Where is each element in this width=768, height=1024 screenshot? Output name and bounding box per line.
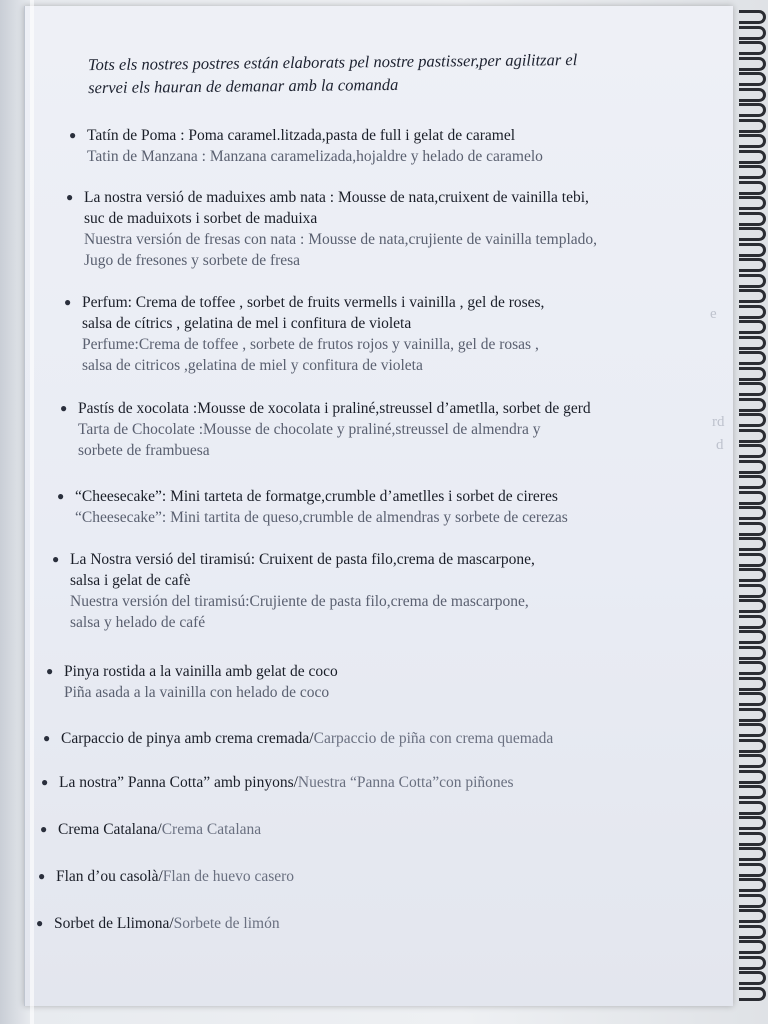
spiral-coil: [739, 925, 766, 939]
item-name-catalan: La nostra” Panna Cotta” amb pinyons/: [59, 774, 298, 791]
menu-item: [60, 398, 591, 461]
intro-line: Tots els nostres postres están elaborats pel nostre pastisser,per agilitzar el: [87, 50, 578, 75]
spiral-coil: [739, 274, 766, 288]
bullet-icon: ●: [69, 128, 77, 142]
spiral-coil: [739, 103, 766, 117]
spiral-coil: [739, 584, 766, 598]
spiral-coil: [739, 847, 766, 861]
spiral-coil: [739, 336, 766, 350]
spiral-coil: [739, 971, 766, 985]
spiral-coil: [739, 832, 766, 846]
item-name-catalan: Sorbet de Llimona/: [54, 915, 174, 932]
menu-item: [66, 187, 598, 271]
bullet-icon: ●: [46, 664, 54, 678]
item-name-catalan: La nostra versió de maduixes amb nata : Mousse de nata,cruixent de vainilla tebi,: [84, 189, 589, 206]
spiral-coil: [739, 491, 766, 505]
bullet-icon: ●: [41, 775, 49, 789]
item-name-catalan: salsa i gelat de cafè: [70, 572, 191, 589]
bleed-through-text: d: [716, 437, 724, 453]
item-name-catalan: Flan d’ou casolà/: [56, 868, 163, 885]
item-name-spanish: Crema Catalana: [161, 821, 262, 838]
item-name-spanish: Nuestra “Panna Cotta”con piñones: [297, 774, 514, 791]
spiral-coil: [739, 243, 766, 257]
spiral-coil: [739, 692, 766, 706]
spiral-coil: [739, 754, 766, 768]
spiral-coil: [739, 289, 766, 303]
bullet-icon: ●: [64, 295, 72, 309]
menu-item: [41, 772, 514, 793]
menu-item: [36, 913, 280, 934]
item-name-spanish: Flan de huevo casero: [162, 868, 295, 885]
menu-item: [43, 728, 554, 749]
item-name-catalan: Perfum: Crema de toffee , sorbet de fruits vermells i vainilla , gel de roses,: [82, 294, 545, 311]
spiral-coil: [739, 258, 766, 272]
item-name-spanish: Perfume:Crema de toffee , sorbete de frutos rojos y vainilla, gel de rosas ,: [82, 336, 539, 353]
spiral-coil: [739, 150, 766, 164]
spiral-coil: [739, 863, 766, 877]
bullet-icon: ●: [66, 190, 74, 204]
bleed-through-text: rd: [712, 414, 725, 430]
spiral-coil: [739, 506, 766, 520]
spiral-coil: [739, 987, 766, 1001]
spiral-coil: [739, 181, 766, 195]
intro-line: servei els hauran de demanar amb la comanda: [88, 74, 399, 98]
bullet-icon: ●: [36, 916, 44, 930]
dessert-intro-note: [88, 47, 688, 99]
spiral-coil: [739, 10, 766, 24]
spiral-coil: [739, 878, 766, 892]
spiral-coil: [739, 398, 766, 412]
spiral-coil: [739, 212, 766, 226]
spiral-coil: [739, 196, 766, 210]
bullet-icon: ●: [52, 552, 60, 566]
spiral-coil: [739, 677, 766, 691]
item-name-spanish: Carpaccio de piña con crema quemada: [313, 730, 554, 747]
spiral-coil: [739, 367, 766, 381]
item-name-spanish: Nuestra versión de fresas con nata : Mousse de nata,crujiente de vainilla templado,: [84, 231, 598, 248]
spiral-coil: [739, 723, 766, 737]
bullet-icon: ●: [38, 869, 46, 883]
spiral-coil: [739, 568, 766, 582]
spiral-coil: [739, 351, 766, 365]
spiral-coil: [739, 522, 766, 536]
item-name-catalan: Tatín de Poma : Poma caramel.litzada,pasta de full i gelat de caramel: [87, 127, 516, 144]
spiral-coil: [739, 770, 766, 784]
spiral-coil: [739, 429, 766, 443]
spiral-coil: [739, 57, 766, 71]
spiral-coil: [739, 88, 766, 102]
item-name-spanish: Tarta de Chocolate :Mousse de chocolate y praliné,streussel de almendra y: [78, 421, 541, 438]
item-name-catalan: Crema Catalana/: [58, 821, 162, 838]
spiral-coil: [739, 801, 766, 815]
spiral-coil: [739, 320, 766, 334]
spiral-coil: [739, 382, 766, 396]
item-name-spanish: Nuestra versión del tiramisú:Crujiente de pasta filo,crema de mascarpone,: [70, 593, 529, 610]
spiral-coil: [739, 785, 766, 799]
spiral-coil: [739, 305, 766, 319]
item-name-spanish: Piña asada a la vainilla con helado de coco: [64, 684, 330, 701]
spiral-coil: [739, 894, 766, 908]
spiral-coil: [739, 444, 766, 458]
item-name-spanish: salsa de citricos ,gelatina de miel y confitura de violeta: [82, 357, 423, 374]
spiral-coil: [739, 816, 766, 830]
spiral-coil: [739, 119, 766, 133]
spiral-coil: [739, 227, 766, 241]
bleed-through-text: e: [710, 306, 717, 322]
spiral-coil: [739, 739, 766, 753]
menu-item: [40, 819, 262, 840]
spiral-coil: [739, 26, 766, 40]
menu-item: [38, 866, 295, 887]
spiral-coil: [739, 599, 766, 613]
item-name-catalan: suc de maduixots i sorbet de maduixa: [84, 210, 318, 227]
item-name-spanish: Sorbete de limón: [173, 915, 280, 932]
spiral-coil: [739, 475, 766, 489]
spiral-coil: [739, 41, 766, 55]
item-name-spanish: sorbete de frambuesa: [78, 442, 210, 459]
spiral-coil: [739, 956, 766, 970]
spiral-coil: [739, 72, 766, 86]
item-name-catalan: Carpaccio de pinya amb crema cremada/: [61, 730, 314, 747]
menu-item: [69, 125, 543, 167]
item-name-catalan: salsa de cítrics , gelatina de mel i confitura de violeta: [82, 315, 412, 332]
item-name-spanish: salsa y helado de café: [70, 614, 206, 631]
menu-item: [52, 549, 535, 633]
spiral-binding: [738, 10, 768, 1010]
item-name-catalan: Pinya rostida a la vainilla amb gelat de coco: [64, 663, 338, 680]
spiral-coil: [739, 460, 766, 474]
item-name-spanish: Jugo de fresones y sorbete de fresa: [84, 252, 301, 269]
spiral-coil: [739, 537, 766, 551]
item-name-catalan: “Cheesecake”: Mini tarteta de formatge,crumble d’ametlles i sorbet de cireres: [75, 488, 558, 505]
spiral-coil: [739, 630, 766, 644]
plastic-sleeve-edge: [30, 0, 34, 1024]
bullet-icon: ●: [60, 401, 68, 415]
spiral-coil: [739, 553, 766, 567]
spiral-coil: [739, 909, 766, 923]
menu-item: [57, 486, 568, 528]
spiral-coil: [739, 413, 766, 427]
spiral-coil: [739, 708, 766, 722]
bullet-icon: ●: [40, 822, 48, 836]
spiral-coil: [739, 661, 766, 675]
item-name-catalan: La Nostra versió del tiramisú: Cruixent de pasta filo,crema de mascarpone,: [70, 551, 535, 568]
bullet-icon: ●: [43, 731, 51, 745]
spiral-coil: [739, 165, 766, 179]
spiral-coil: [739, 646, 766, 660]
menu-item: [46, 661, 338, 703]
spiral-coil: [739, 940, 766, 954]
item-name-spanish: Tatin de Manzana : Manzana caramelizada,hojaldre y helado de caramelo: [87, 148, 543, 165]
spiral-coil: [739, 134, 766, 148]
item-name-catalan: Pastís de xocolata :Mousse de xocolata i praliné,streussel d’ametlla, sorbet de gerd: [78, 400, 591, 417]
spiral-coil: [739, 615, 766, 629]
menu-item: [64, 292, 545, 376]
bullet-icon: ●: [57, 489, 65, 503]
item-name-spanish: “Cheesecake”: Mini tartita de queso,crumble de almendras y sorbete de cerezas: [75, 509, 568, 526]
